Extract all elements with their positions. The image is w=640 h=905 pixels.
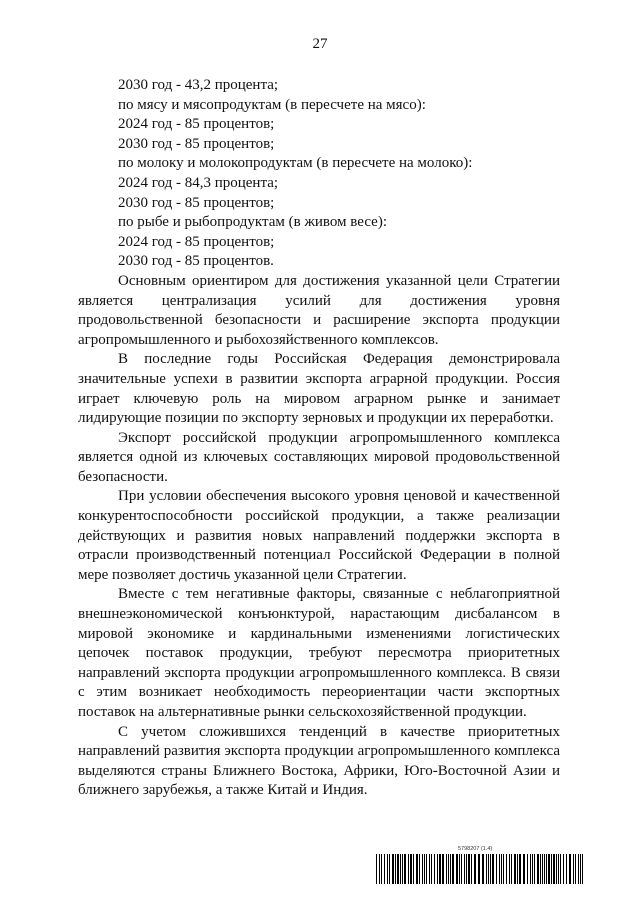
barcode-icon bbox=[376, 854, 586, 884]
list-item: по рыбе и рыбопродуктам (в живом весе): bbox=[118, 214, 387, 231]
target-values-list bbox=[78, 76, 560, 272]
paragraph: Вместе с тем негативные факторы, связанные с неблагоприятной внешнеэкономической конъюнктурой, нарастающим дисбалансом в мировой экономике и кардинальными изменениями логистических цепочек поставок продукции, требуют пересмотра приоритетных направлений экспорта продукции агропромышленного комплекса. В связи с этим возникает необходимость переориентации части экспортных поставок на альтернативные рынки сельскохозяйственной продукции. bbox=[78, 586, 560, 720]
paragraph: Экспорт российской продукции агропромышленного комплекса является одной из ключевых составляющих мировой продовольственной безопасности. bbox=[78, 429, 560, 485]
paragraph: При условии обеспечения высокого уровня ценовой и качественной конкурентоспособности российской продукции, а также реализации действующих и развития новых направлений поддержки экспорта в отрасли производственный потенциал Российской Федерации в полной мере позволяет достичь указанной цели Стратегии. bbox=[78, 488, 560, 583]
paragraph: Основным ориентиром для достижения указанной цели Стратегии является централизация усилий для достижения уровня продовольственной безопасности и расширение экспорта продукции агропромышленного и рыбохозяйственного комплексов. bbox=[78, 272, 560, 348]
list-item: 2030 год - 85 процентов; bbox=[118, 135, 275, 152]
paragraph: В последние годы Российская Федерация демонстрировала значительные успехи в развитии экспорта аграрной продукции. Россия играет ключевую роль на мировом аграрном рынке и занимает лидирующие позиции по экспорту зерновых и продукции их переработки. bbox=[78, 351, 560, 427]
document-body bbox=[78, 76, 560, 801]
page-number: 27 bbox=[312, 36, 328, 52]
list-item: 2024 год - 85 процентов; bbox=[118, 233, 275, 250]
list-item: 2030 год - 43,2 процента; bbox=[118, 77, 279, 93]
list-item: по молоку и молокопродуктам (в пересчете на молоко): bbox=[118, 155, 473, 172]
list-item: 2030 год - 85 процентов; bbox=[118, 194, 275, 211]
list-item: по мясу и мясопродуктам (в пересчете на мясо): bbox=[118, 96, 426, 113]
list-item: 2030 год - 85 процентов. bbox=[118, 253, 274, 270]
list-item: 2024 год - 85 процентов; bbox=[118, 116, 275, 133]
paragraphs bbox=[78, 272, 560, 801]
paragraph: С учетом сложившихся тенденций в качестве приоритетных направлений развития экспорта продукции агропромышленного комплекса выделяются страны Ближнего Востока, Африки, Юго-Восточной Азии и ближнего зарубежья, а также Китай и Индия. bbox=[78, 723, 560, 799]
list-item: 2024 год - 84,3 процента; bbox=[118, 174, 279, 191]
document-code: 5798207 (1.4) bbox=[458, 846, 493, 852]
